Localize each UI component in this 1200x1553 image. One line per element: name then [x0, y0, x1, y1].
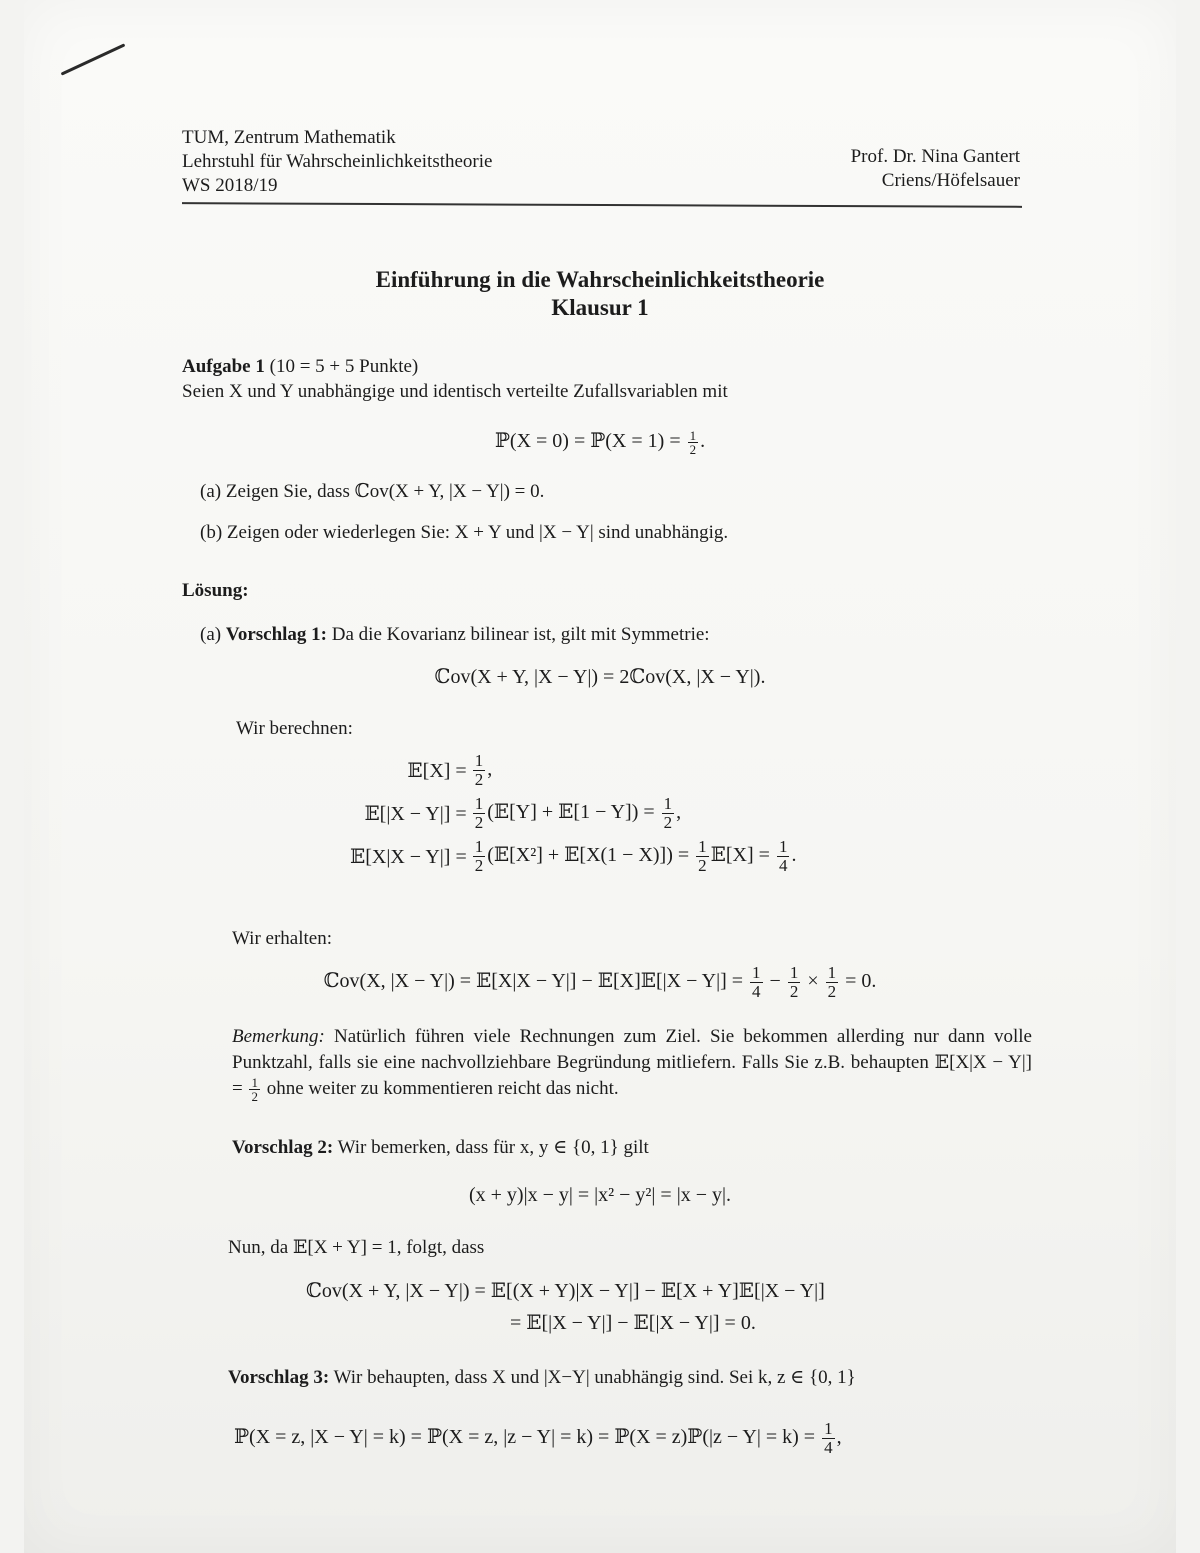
part-label: (a) — [200, 624, 226, 645]
numerator: 1 — [752, 963, 761, 982]
eq-text: , — [836, 1426, 842, 1449]
denominator: 2 — [698, 856, 707, 875]
fraction — [688, 429, 699, 456]
header-right-line: Criens/Höfelsauer — [881, 170, 1020, 191]
eq-text: , — [676, 801, 682, 824]
numerator: 1 — [689, 427, 697, 443]
denominator: 2 — [474, 770, 484, 789]
numerator: 1 — [251, 1075, 258, 1091]
eq2-lhs: 𝔼[|X − Y|] = — [364, 803, 467, 825]
fraction — [822, 1420, 835, 1457]
covariance-derivation-line1: ℂov(X + Y, |X − Y|) = 𝔼[(X + Y)|X − Y|] − 𝔼[X + Y]𝔼[|X − Y|] — [306, 1280, 825, 1302]
expectation-sum-text: Nun, da 𝔼[X + Y] = 1, folgt, dass — [228, 1237, 485, 1258]
eq1-lhs: 𝔼[X] = — [407, 760, 467, 782]
header-left-line: Lehrstuhl für Wahrscheinlichkeitstheorie — [182, 151, 493, 172]
proposal-1 — [200, 624, 710, 646]
fraction — [826, 964, 839, 1001]
denominator: 2 — [474, 856, 484, 875]
denominator: 4 — [752, 982, 761, 1001]
denominator: 2 — [827, 982, 837, 1001]
distribution-equation — [0, 428, 1200, 456]
fraction — [473, 752, 486, 789]
expectation-equations — [350, 752, 796, 875]
fraction — [473, 838, 486, 875]
proposal-text: Wir behaupten, dass X und |X−Y| unabhängig sind. Sei k, z ∈ {0, 1} — [329, 1367, 856, 1388]
numerator: 1 — [474, 837, 484, 856]
abs-identity-equation: (x + y)|x − y| = |x² − y²| = |x − y|. — [468, 1184, 731, 1206]
numerator: 1 — [698, 837, 707, 856]
eq-text: (𝔼[Y] + 𝔼[1 − Y]) = — [487, 801, 655, 824]
eq-text: ℙ(X = 0) = ℙ(X = 1) = — [494, 430, 686, 452]
eq-text: ℙ(X = z, |X − Y| = k) = ℙ(X = z, |z − Y| = k) = ℙ(X = z)ℙ(|z − Y| = k) = — [234, 1426, 816, 1449]
eq-text: 𝔼[X] = — [710, 844, 770, 867]
eq-text: ℂov(X, |X − Y|) = 𝔼[X|X − Y|] − 𝔼[X]𝔼[|X − Y|] = — [323, 970, 744, 993]
fraction — [777, 838, 790, 875]
eq-text: × — [807, 970, 819, 993]
eq-text: − — [769, 970, 781, 993]
denominator: 4 — [824, 1438, 833, 1457]
covariance-result — [0, 964, 1200, 1001]
task-points: (10 = 5 + 5 Punkte) — [264, 356, 419, 377]
numerator: 1 — [474, 751, 484, 770]
task-title: Aufgabe 1 — [182, 356, 265, 377]
denominator: 2 — [251, 1089, 258, 1105]
fraction — [662, 795, 675, 832]
bilinear-equation: ℂov(X + Y, |X − Y|) = 2ℂov(X, |X − Y|). — [434, 666, 766, 688]
covariance-derivation-line2: = 𝔼[|X − Y|] − 𝔼[|X − Y|] = 0. — [510, 1312, 756, 1334]
numerator: 1 — [789, 963, 799, 982]
header-right-line: Prof. Dr. Nina Gantert — [850, 146, 1020, 167]
proposal-label: Vorschlag 3: — [228, 1367, 330, 1388]
numerator: 1 — [474, 794, 484, 813]
eq3-rhs — [471, 838, 797, 875]
eq-text: . — [700, 430, 706, 452]
numerator: 1 — [824, 1419, 833, 1438]
eq2-rhs — [471, 795, 797, 832]
independence-equation — [234, 1420, 842, 1457]
denominator: 2 — [789, 982, 799, 1001]
remark-text: Natürlich führen viele Rechnungen zum Ziel. Sie bekommen allerding nur dann volle Punktzahl, falls sie eine nachvollziehbare Begründung mitliefern. Falls Sie z.B. behaupten 𝔼[X|X − Y|] = — [232, 1026, 1032, 1099]
proposal-text: Da die Kovarianz bilinear ist, gilt mit Symmetrie: — [327, 624, 710, 645]
fraction — [788, 964, 801, 1001]
denominator: 2 — [474, 813, 484, 832]
fraction — [473, 795, 486, 832]
remark-text: ohne weiter zu kommentieren reicht das nicht. — [261, 1078, 619, 1099]
solution-heading: Lösung: — [182, 580, 249, 601]
proposal-text: Wir bemerken, dass für x, y ∈ {0, 1} gilt — [333, 1137, 649, 1158]
task-intro: Seien X und Y unabhängige und identisch verteilte Zufallsvariablen mit — [182, 381, 728, 402]
remark-label: Bemerkung: — [232, 1026, 325, 1047]
task-part-a: (a) Zeigen Sie, dass ℂov(X + Y, |X − Y|) = 0. — [200, 481, 545, 502]
proposal-2 — [232, 1136, 649, 1159]
header-authors — [851, 145, 1020, 193]
exam-title — [0, 266, 1200, 322]
eq-text: . — [791, 844, 797, 867]
denominator: 4 — [778, 856, 788, 875]
denominator: 2 — [663, 813, 673, 832]
obtain-label: Wir erhalten: — [232, 928, 332, 949]
eq-text: , — [487, 758, 493, 781]
denominator: 2 — [689, 441, 697, 457]
eq3-lhs: 𝔼[X|X − Y|] = — [350, 846, 467, 868]
subtitle-line: Klausur 1 — [551, 295, 649, 320]
numerator: 1 — [827, 963, 837, 982]
remark-paragraph — [232, 1024, 1032, 1103]
fraction — [696, 838, 709, 875]
task-heading — [182, 356, 418, 378]
proposal-3 — [228, 1366, 856, 1389]
fraction — [750, 964, 763, 1001]
header-institution — [182, 126, 492, 198]
fraction — [249, 1076, 260, 1103]
proposal-label: Vorschlag 2: — [232, 1137, 334, 1158]
title-line: Einführung in die Wahrscheinlichkeitstheorie — [375, 267, 825, 292]
header-left-line: WS 2018/19 — [182, 175, 278, 196]
numerator: 1 — [663, 794, 673, 813]
numerator: 1 — [778, 837, 788, 856]
eq-text: = 0. — [845, 970, 877, 993]
task-part-b: (b) Zeigen oder wiederlegen Sie: X + Y und |X − Y| sind unabhängig. — [200, 522, 729, 543]
eq1-rhs — [471, 752, 797, 789]
eq-text: (𝔼[X²] + 𝔼[X(1 − X)]) = — [487, 844, 690, 867]
header-left-line: TUM, Zentrum Mathematik — [182, 127, 396, 148]
proposal-label: Vorschlag 1: — [225, 624, 328, 645]
compute-label: Wir berechnen: — [236, 718, 353, 739]
